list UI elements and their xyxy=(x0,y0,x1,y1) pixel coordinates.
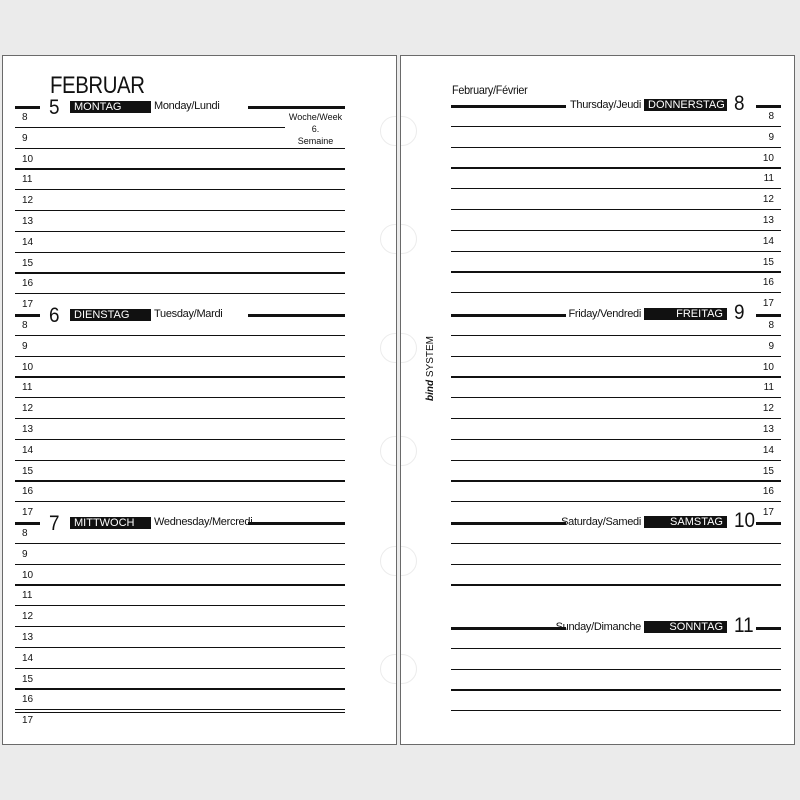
hour-label: 16 xyxy=(22,486,34,498)
ruled-line xyxy=(15,688,345,689)
hour-label: 10 xyxy=(22,361,34,373)
day-translation: Wednesday/Mercredi xyxy=(154,516,253,528)
hour-label: 8 xyxy=(768,111,774,122)
week-label-fr: Semaine xyxy=(297,136,334,146)
hour-label: 15 xyxy=(22,673,34,685)
hour-label: 12 xyxy=(762,194,774,206)
ruled-line xyxy=(756,627,781,630)
ruled-line xyxy=(451,356,781,357)
binder-hole xyxy=(400,116,417,146)
binder-hole xyxy=(400,436,417,466)
day-translation: Monday/Lundi xyxy=(154,100,220,112)
hour-label: 16 xyxy=(762,277,774,289)
day-number: 10 xyxy=(734,509,756,532)
ruled-line xyxy=(451,167,781,168)
day-number: 6 xyxy=(49,304,60,327)
hour-label: 9 xyxy=(768,131,774,143)
ruled-line xyxy=(248,522,345,525)
day-translation: Saturday/Samedi xyxy=(561,516,641,528)
ruled-line xyxy=(451,710,781,711)
hour-label: 8 xyxy=(22,112,28,123)
ruled-line xyxy=(451,292,781,293)
ruled-line xyxy=(15,314,40,317)
week-label: Woche/Week xyxy=(288,112,343,122)
ruled-line xyxy=(248,106,345,109)
day-number: 5 xyxy=(49,96,60,119)
ruled-line xyxy=(15,564,345,565)
ruled-line xyxy=(15,522,40,525)
day-translation: Friday/Vendredi xyxy=(568,308,641,320)
ruled-line xyxy=(15,272,345,273)
left-planner-page xyxy=(2,55,397,745)
ruled-line xyxy=(451,480,781,481)
binder-hole xyxy=(400,546,417,576)
month-title: FEBRUAR xyxy=(50,72,145,99)
hour-label: 12 xyxy=(762,403,774,415)
day-name-label: MITTWOCH xyxy=(70,517,151,529)
hour-label: 12 xyxy=(22,403,34,415)
brand-logo xyxy=(425,336,436,401)
ruled-line xyxy=(15,397,345,398)
ruled-line xyxy=(15,148,345,149)
ruled-line xyxy=(451,376,781,377)
hour-label: 17 xyxy=(22,715,34,727)
day-number: 9 xyxy=(734,301,745,324)
ruled-line xyxy=(15,460,345,461)
brand-text: SYSTEM xyxy=(425,335,436,378)
hour-label: 13 xyxy=(762,424,774,435)
day-name-label: SONNTAG xyxy=(644,621,727,633)
ruled-line xyxy=(451,564,781,565)
hour-label: 13 xyxy=(22,632,34,643)
hour-label: 14 xyxy=(22,652,34,664)
binder-hole xyxy=(400,224,417,254)
ruled-line xyxy=(451,501,781,502)
hour-label: 16 xyxy=(762,486,774,498)
ruled-line xyxy=(15,439,345,440)
ruled-line xyxy=(15,106,40,109)
ruled-line xyxy=(15,605,345,606)
week-number-box xyxy=(288,111,343,147)
ruled-line xyxy=(451,335,781,336)
ruled-line xyxy=(15,709,345,710)
ruled-line xyxy=(451,126,781,127)
hour-label: 9 xyxy=(768,340,774,352)
ruled-line xyxy=(451,439,781,440)
hour-label: 17 xyxy=(22,299,34,311)
hour-label: 17 xyxy=(22,507,34,519)
hour-label: 9 xyxy=(22,340,28,352)
hour-label: 11 xyxy=(22,590,33,602)
day-name-label: SAMSTAG xyxy=(644,516,727,528)
ruled-line xyxy=(15,647,345,648)
ruled-line xyxy=(15,252,345,253)
ruled-line xyxy=(451,271,781,272)
binder-hole xyxy=(380,546,397,576)
day-name-label: FREITAG xyxy=(644,308,727,320)
ruled-line xyxy=(756,105,781,108)
hour-label: 11 xyxy=(763,173,774,185)
ruled-line xyxy=(451,188,781,189)
right-planner-page xyxy=(400,55,795,745)
ruled-line xyxy=(15,168,345,169)
ruled-line xyxy=(248,314,345,317)
binder-hole xyxy=(400,654,417,684)
ruled-line xyxy=(15,293,345,294)
hour-label: 17 xyxy=(762,298,774,310)
ruled-line xyxy=(451,209,781,210)
ruled-line xyxy=(15,626,345,627)
binder-hole xyxy=(380,654,397,684)
ruled-line xyxy=(451,669,781,670)
ruled-line xyxy=(15,584,345,585)
hour-label: 10 xyxy=(762,152,774,164)
hour-label: 17 xyxy=(762,507,774,519)
week-number: 6. xyxy=(311,124,320,134)
ruled-line xyxy=(451,584,781,585)
hour-label: 10 xyxy=(22,569,34,581)
day-name-label: DIENSTAG xyxy=(70,309,151,321)
day-translation: Sunday/Dimanche xyxy=(555,621,641,633)
hour-label: 15 xyxy=(22,257,34,269)
hour-label: 16 xyxy=(22,694,34,706)
hour-label: 13 xyxy=(22,424,34,435)
ruled-line xyxy=(451,397,781,398)
ruled-line xyxy=(451,147,781,148)
ruled-line xyxy=(451,418,781,419)
hour-label: 8 xyxy=(22,320,28,331)
day-name-label: MONTAG xyxy=(70,101,151,113)
ruled-line xyxy=(451,648,781,649)
hour-label: 15 xyxy=(22,465,34,477)
hour-label: 14 xyxy=(762,235,774,247)
day-number: 11 xyxy=(734,614,754,637)
hour-label: 12 xyxy=(22,195,34,207)
ruled-line xyxy=(15,356,345,357)
binder-hole xyxy=(380,224,397,254)
brand-mark: bind xyxy=(425,379,436,401)
hour-label: 13 xyxy=(762,215,774,226)
hour-label: 11 xyxy=(22,174,33,186)
hour-label: 15 xyxy=(762,256,774,268)
ruled-line xyxy=(15,501,345,502)
ruled-line xyxy=(15,127,285,128)
ruled-line xyxy=(15,418,345,419)
ruled-line xyxy=(15,668,345,669)
ruled-line xyxy=(451,543,781,544)
ruled-line xyxy=(15,376,345,377)
day-name-label: DONNERSTAG xyxy=(644,99,727,111)
binder-hole xyxy=(380,116,397,146)
ruled-line xyxy=(15,335,345,336)
hour-label: 14 xyxy=(762,444,774,456)
day-number: 8 xyxy=(734,92,745,115)
ruled-line xyxy=(756,314,781,317)
ruled-line xyxy=(15,189,345,190)
hour-label: 8 xyxy=(768,320,774,331)
ruled-line xyxy=(15,543,345,544)
ruled-line xyxy=(451,251,781,252)
ruled-line xyxy=(15,210,345,211)
hour-label: 14 xyxy=(22,236,34,248)
hour-label: 11 xyxy=(763,382,774,394)
hour-label: 9 xyxy=(22,548,28,560)
binder-hole xyxy=(380,333,397,363)
binder-hole xyxy=(380,436,397,466)
hour-label: 16 xyxy=(22,278,34,290)
ruled-line xyxy=(451,689,781,690)
hour-label: 10 xyxy=(22,153,34,165)
ruled-line xyxy=(15,712,345,713)
hour-label: 11 xyxy=(22,382,33,394)
ruled-line xyxy=(451,230,781,231)
ruled-line xyxy=(756,522,781,525)
month-subtitle: February/Février xyxy=(452,83,528,97)
ruled-line xyxy=(451,460,781,461)
hour-label: 12 xyxy=(22,611,34,623)
ruled-line xyxy=(15,480,345,481)
binder-hole xyxy=(400,333,417,363)
hour-label: 9 xyxy=(22,132,28,144)
hour-label: 8 xyxy=(22,528,28,539)
day-translation: Tuesday/Mardi xyxy=(154,308,223,320)
ruled-line xyxy=(15,231,345,232)
hour-label: 10 xyxy=(762,361,774,373)
hour-label: 13 xyxy=(22,216,34,227)
day-number: 7 xyxy=(49,512,60,535)
hour-label: 14 xyxy=(22,444,34,456)
day-translation: Thursday/Jeudi xyxy=(569,99,641,111)
hour-label: 15 xyxy=(762,465,774,477)
